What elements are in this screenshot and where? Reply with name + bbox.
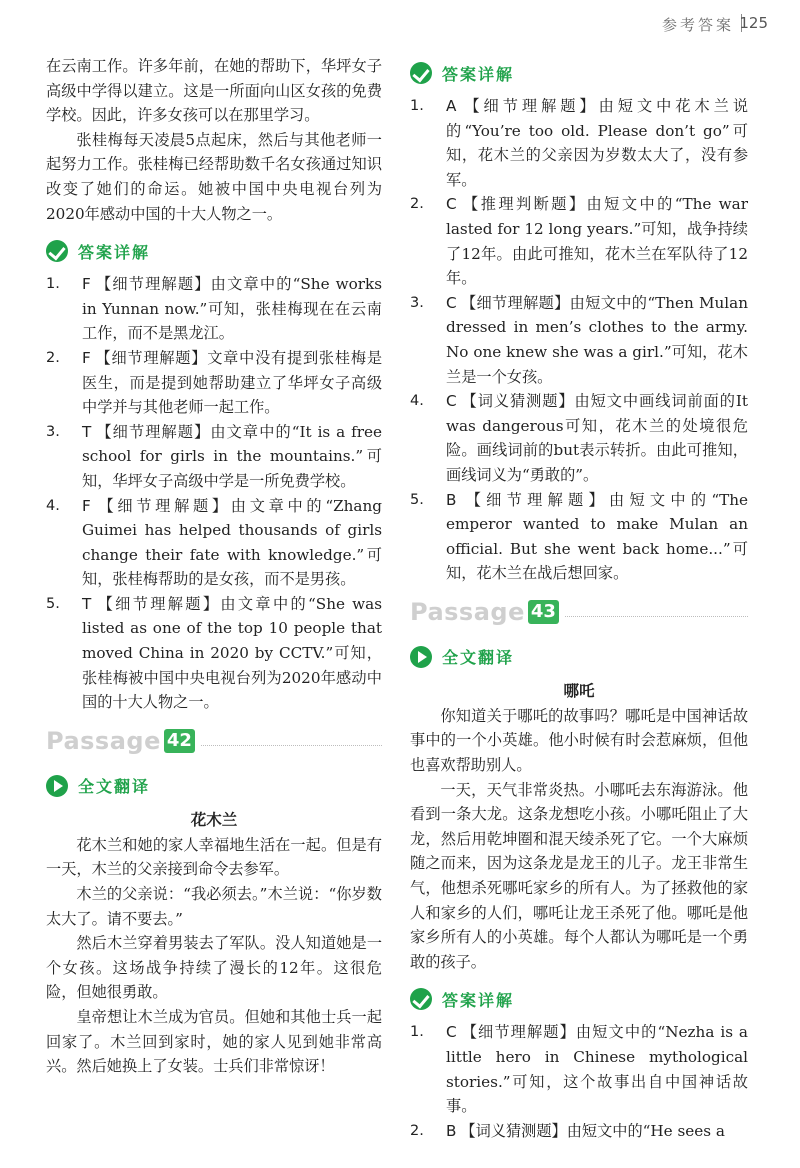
answer-explanation: 【细节理解题】文章中没有提到张桂梅是医生，而是提到她帮助建立了华坪女子高级中学并与其他老师一起工作。 bbox=[82, 348, 382, 417]
question-number: 5. bbox=[410, 491, 424, 508]
play-circle-icon bbox=[410, 646, 432, 668]
question-number: 5. bbox=[46, 595, 60, 612]
answer-key: T bbox=[82, 422, 92, 441]
answer-key: C bbox=[446, 293, 457, 312]
check-circle-icon bbox=[46, 240, 68, 262]
passage-number-badge: 43 bbox=[528, 600, 559, 624]
answer-key: F bbox=[82, 275, 91, 294]
answer-explanation: 【细节理解题】由短文中的“The emperor wanted to make Mulan an official. But she went back home...”可知，花木兰在战后想回家。 bbox=[446, 490, 748, 583]
story-paragraph: 花木兰和她的家人幸福地生活在一起。但是有一天，木兰的父亲接到命令去参军。 bbox=[46, 835, 382, 879]
answer-explanation: 【细节理解题】由文章中的“She works in Yunnan now.”可知，张桂梅现在在云南工作，而不是黑龙江。 bbox=[82, 275, 382, 343]
answer-explanation: 【细节理解题】由短文中的“Nezha is a little hero in Chinese mythological stories.”可知，这个故事出自中国神话故事。 bbox=[446, 1023, 748, 1116]
answer-item bbox=[410, 488, 748, 586]
answer-key: C bbox=[446, 195, 457, 214]
translation-section-header-43 bbox=[410, 644, 748, 670]
answer-key: F bbox=[82, 496, 91, 515]
answer-key: B bbox=[446, 490, 457, 509]
question-number: 1. bbox=[410, 98, 424, 114]
answer-item bbox=[410, 1020, 748, 1118]
answer-key: F bbox=[82, 348, 91, 367]
play-circle-icon bbox=[46, 775, 68, 797]
passage-number-badge: 42 bbox=[164, 729, 195, 753]
page-header bbox=[0, 0, 800, 44]
question-number: 4. bbox=[46, 497, 60, 514]
answers-section-title: 答案详解 bbox=[78, 242, 151, 262]
question-number: 4. bbox=[410, 393, 424, 410]
answer-explanation: 【细节理解题】由文章中的“Zhang Guimei has helped thousands of girls change their fate with knowledge.”可知，张桂梅帮助的是女孩，而不是男孩。 bbox=[82, 496, 382, 589]
answer-item bbox=[46, 346, 382, 420]
answer-key: T bbox=[82, 594, 92, 613]
answer-item bbox=[410, 389, 748, 487]
answers-section-header-42 bbox=[410, 60, 748, 86]
answers-section-title: 答案详解 bbox=[442, 990, 515, 1010]
story-paragraph: 一天，天气非常炎热。小哪吒去东海游泳。他看到一条大龙。这条龙想吃小孩。小哪吒阻止了大龙，然后用乾坤圈和混天绫杀死了它。一个大麻烦随之而来，因为这条龙是龙王的儿子。龙王非常生气，他想杀死哪吒家乡的所有人。为了拯救他的家人和家乡的人们，哪吒让龙王杀死了他。哪吒是他家乡所有人的小英雄。每个人都认为哪吒是一个勇敢的孩子。 bbox=[410, 780, 748, 971]
answer-explanation: 【推理判断题】由短文中的“The war lasted for 12 long years.”可知，战争持续了12年。由此可推知，花木兰在军队待了12年。 bbox=[446, 195, 748, 288]
dotted-rule bbox=[565, 616, 748, 617]
passage-label: Passage bbox=[46, 726, 161, 755]
answer-key: A bbox=[446, 97, 457, 115]
answer-explanation: 【细节理解题】由短文中花木兰说的“You’re too old. Please don’t go”可知，花木兰的父亲因为岁数太大了，没有参军。 bbox=[446, 97, 748, 189]
answer-key: C bbox=[446, 392, 457, 411]
answer-item bbox=[46, 592, 382, 715]
story-paragraph: 然后木兰穿着男装去了军队。没人知道她是一个女孩。这场战争持续了漫长的12年。这很危险，但她很勇敢。 bbox=[46, 934, 382, 1002]
answers-section-title: 答案详解 bbox=[442, 64, 515, 84]
question-number: 3. bbox=[410, 294, 424, 311]
page-number: 125 bbox=[739, 14, 768, 32]
answers-section-header-43 bbox=[410, 986, 748, 1012]
story-title-mulan: 花木兰 bbox=[190, 810, 238, 829]
passage-43-header bbox=[410, 592, 748, 632]
header-section-title: 参考答案 bbox=[661, 16, 734, 34]
answer-explanation: 【词义猜测题】由短文中画线词前面的It was dangerous可知，花木兰的处境很危险。画线词前的but表示转折。由此可推知，画线词义为“勇敢的”。 bbox=[446, 392, 748, 484]
intro-paragraph-1: 在云南工作。许多年前，在她的帮助下，华坪女子高级中学得以建立。这是一所面向山区女孩的免费学校。因此，许多女孩可以在那里学习。 bbox=[46, 57, 382, 125]
answer-item bbox=[46, 420, 382, 494]
answer-item bbox=[46, 272, 382, 346]
story-paragraph: 木兰的父亲说：“我必须去。”木兰说：“你岁数太大了。请不要去。” bbox=[46, 885, 382, 928]
question-number: 1. bbox=[410, 1024, 424, 1041]
answer-key: B bbox=[446, 1121, 457, 1140]
answer-explanation: 【细节理解题】由文章中的“She was listed as one of the top 10 people that moved China in 2020 by CCTV.”可知，张桂梅被中国中央电视台列为2020年感动中国的十大人物之一。 bbox=[82, 594, 382, 712]
question-number: 2. bbox=[46, 349, 60, 366]
dotted-rule bbox=[201, 745, 382, 746]
answers-section-header-41 bbox=[46, 238, 382, 264]
translation-section-title: 全文翻译 bbox=[442, 648, 515, 668]
question-number: 2. bbox=[410, 196, 424, 213]
question-number: 2. bbox=[410, 1122, 424, 1139]
intro-paragraph-2: 张桂梅每天凌晨5点起床，然后与其他老师一起努力工作。张桂梅已经帮助数千名女孩通过知识改变了她们的命运。她被中国中央电视台列为2020年感动中国的十大人物之一。 bbox=[46, 130, 382, 223]
answer-explanation: 【细节理解题】由短文中的“Then Mulan dressed in men’s clothes to the army. No one knew she was a girl.”可知，花木兰是一个女孩。 bbox=[446, 293, 748, 386]
answer-key: C bbox=[446, 1023, 457, 1042]
question-number: 3. bbox=[46, 423, 60, 440]
answer-item bbox=[46, 494, 382, 592]
answer-explanation: 【词义猜测题】由短文中的“He sees a bbox=[460, 1121, 725, 1140]
answer-item bbox=[410, 291, 748, 389]
question-number: 1. bbox=[46, 276, 60, 293]
check-circle-icon bbox=[410, 62, 432, 84]
story-paragraph: 你知道关于哪吒的故事吗？哪吒是中国神话故事中的一个小英雄。他小时候有时会惹麻烦，但他也喜欢帮助别人。 bbox=[410, 706, 748, 775]
right-column bbox=[410, 54, 748, 1143]
story-title-nezha: 哪吒 bbox=[563, 681, 595, 700]
answer-item bbox=[410, 1119, 748, 1144]
answer-item bbox=[410, 192, 748, 290]
passage-label: Passage bbox=[410, 597, 525, 626]
translation-section-title: 全文翻译 bbox=[78, 777, 151, 797]
answer-explanation: 【细节理解题】由文章中的“It is a free school for girls in the mountains.”可知，华坪女子高级中学是一所免费学校。 bbox=[82, 422, 382, 490]
translation-section-header-42 bbox=[46, 773, 382, 799]
check-circle-icon bbox=[410, 988, 432, 1010]
answer-item bbox=[410, 94, 748, 192]
passage-42-header bbox=[46, 721, 382, 761]
story-paragraph: 皇帝想让木兰成为官员。但她和其他士兵一起回家了。木兰回到家时，她的家人见到她非常高兴。然后她换上了女装。士兵们非常惊讶！ bbox=[46, 1008, 382, 1076]
left-column bbox=[46, 54, 382, 1079]
